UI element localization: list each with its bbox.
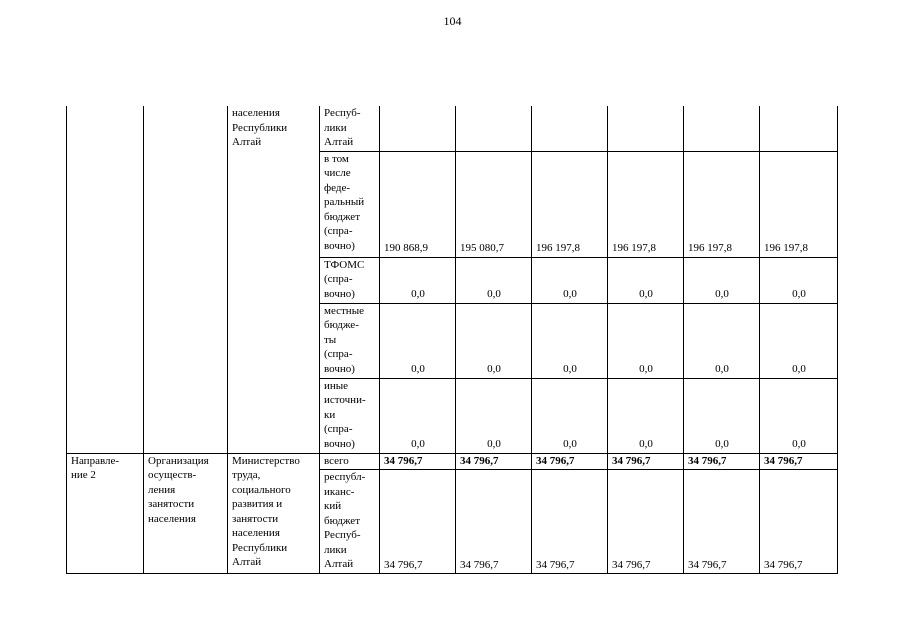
value-cell: 34 796,7 — [380, 470, 456, 574]
value-cell — [760, 106, 838, 151]
value-cell: 0,0 — [684, 257, 760, 303]
value-cell: 0,0 — [760, 303, 838, 378]
page-number: 104 — [443, 14, 462, 28]
funding-source-cell: Респуб- лики Алтай — [320, 106, 380, 151]
value-cell: 0,0 — [380, 378, 456, 453]
event-title-cell: Организация осуществ- ления занятости населения — [144, 453, 228, 574]
value-cell — [684, 106, 760, 151]
value-cell: 0,0 — [608, 257, 684, 303]
value-cell: 0,0 — [608, 378, 684, 453]
value-cell: 0,0 — [532, 378, 608, 453]
value-cell: 34 796,7 — [608, 470, 684, 574]
value-cell: 0,0 — [760, 257, 838, 303]
funding-source-cell: местные бюдже- ты (спра- вочно) — [320, 303, 380, 378]
value-cell: 0,0 — [380, 257, 456, 303]
value-cell: 0,0 — [456, 378, 532, 453]
value-cell: 34 796,7 — [456, 453, 532, 470]
value-cell: 34 796,7 — [684, 453, 760, 470]
value-cell: 34 796,7 — [760, 453, 838, 470]
value-cell: 0,0 — [608, 303, 684, 378]
funding-source-cell: республ- иканс- кий бюджет Респуб- лики Алтай — [320, 470, 380, 574]
value-cell: 196 197,8 — [684, 151, 760, 257]
value-cell — [532, 106, 608, 151]
funding-source-cell: иные источни- ки (спра- вочно) — [320, 378, 380, 453]
value-cell: 0,0 — [684, 303, 760, 378]
value-cell: 34 796,7 — [380, 453, 456, 470]
value-cell: 0,0 — [456, 257, 532, 303]
value-cell: 34 796,7 — [760, 470, 838, 574]
value-cell — [608, 106, 684, 151]
value-cell: 34 796,7 — [684, 470, 760, 574]
executor-cell: населения Республики Алтай — [228, 106, 320, 453]
value-cell: 0,0 — [456, 303, 532, 378]
value-cell: 0,0 — [380, 303, 456, 378]
funding-source-cell: ТФОМС (спра- вочно) — [320, 257, 380, 303]
table-row — [67, 453, 838, 470]
direction-cell: Направле- ние 2 — [67, 453, 144, 574]
value-cell: 0,0 — [532, 257, 608, 303]
value-cell: 196 197,8 — [608, 151, 684, 257]
value-cell: 190 868,9 — [380, 151, 456, 257]
value-cell: 0,0 — [684, 378, 760, 453]
value-cell — [380, 106, 456, 151]
value-cell: 0,0 — [760, 378, 838, 453]
value-cell: 196 197,8 — [532, 151, 608, 257]
funding-source-cell: всего — [320, 453, 380, 470]
funding-source-cell: в том числе феде- ральный бюджет (спра- вочно) — [320, 151, 380, 257]
table-row — [67, 106, 838, 151]
direction-cell — [67, 106, 144, 453]
value-cell: 195 080,7 — [456, 151, 532, 257]
value-cell — [456, 106, 532, 151]
budget-table — [66, 106, 838, 574]
value-cell: 34 796,7 — [456, 470, 532, 574]
value-cell: 34 796,7 — [532, 453, 608, 470]
event-title-cell — [144, 106, 228, 453]
value-cell: 34 796,7 — [608, 453, 684, 470]
executor-cell: Министерство труда, социального развития и занятости населения Республики Алтай — [228, 453, 320, 574]
value-cell: 34 796,7 — [532, 470, 608, 574]
value-cell: 0,0 — [532, 303, 608, 378]
value-cell: 196 197,8 — [760, 151, 838, 257]
